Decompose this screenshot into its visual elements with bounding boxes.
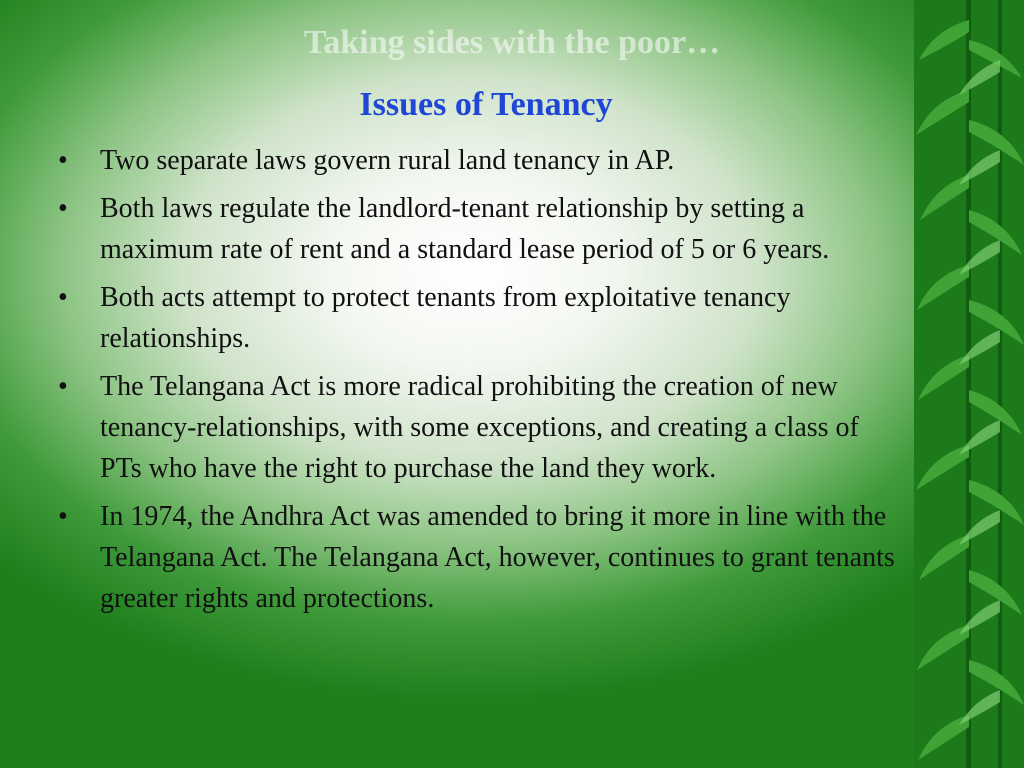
bullet-item: [54, 277, 906, 359]
bullet-marker: •: [58, 193, 68, 224]
bullet-item: [54, 188, 906, 270]
bullet-marker: •: [58, 371, 68, 402]
bullet-text: In 1974, the Andhra Act was amended to bring it more in line with the Telangana Act. The Telangana Act, however, continues to grant tenants greater rights and protections.: [100, 501, 895, 614]
bullet-text: Both laws regulate the landlord-tenant relationship by setting a maximum rate of rent and a standard lease period of 5 or 6 years.: [100, 193, 830, 265]
bullet-marker: •: [58, 145, 68, 176]
bullet-marker: •: [58, 501, 68, 532]
bullet-marker: •: [58, 282, 68, 313]
bullet-list: [54, 140, 906, 626]
bullet-text: Two separate laws govern rural land tenancy in AP.: [100, 145, 675, 176]
slide-heading: Issues of Tenancy: [359, 86, 613, 123]
bullet-item: [54, 366, 906, 489]
faded-slide-title: Taking sides with the poor…: [303, 24, 721, 61]
bullet-item: [54, 140, 906, 181]
bullet-item: [54, 496, 906, 619]
bullet-text: The Telangana Act is more radical prohibiting the creation of new tenancy-relationships, with some exceptions, and creating a class of PTs who have the right to purchase the land they work.: [100, 371, 859, 484]
bullet-text: Both acts attempt to protect tenants from exploitative tenancy relationships.: [100, 282, 791, 354]
